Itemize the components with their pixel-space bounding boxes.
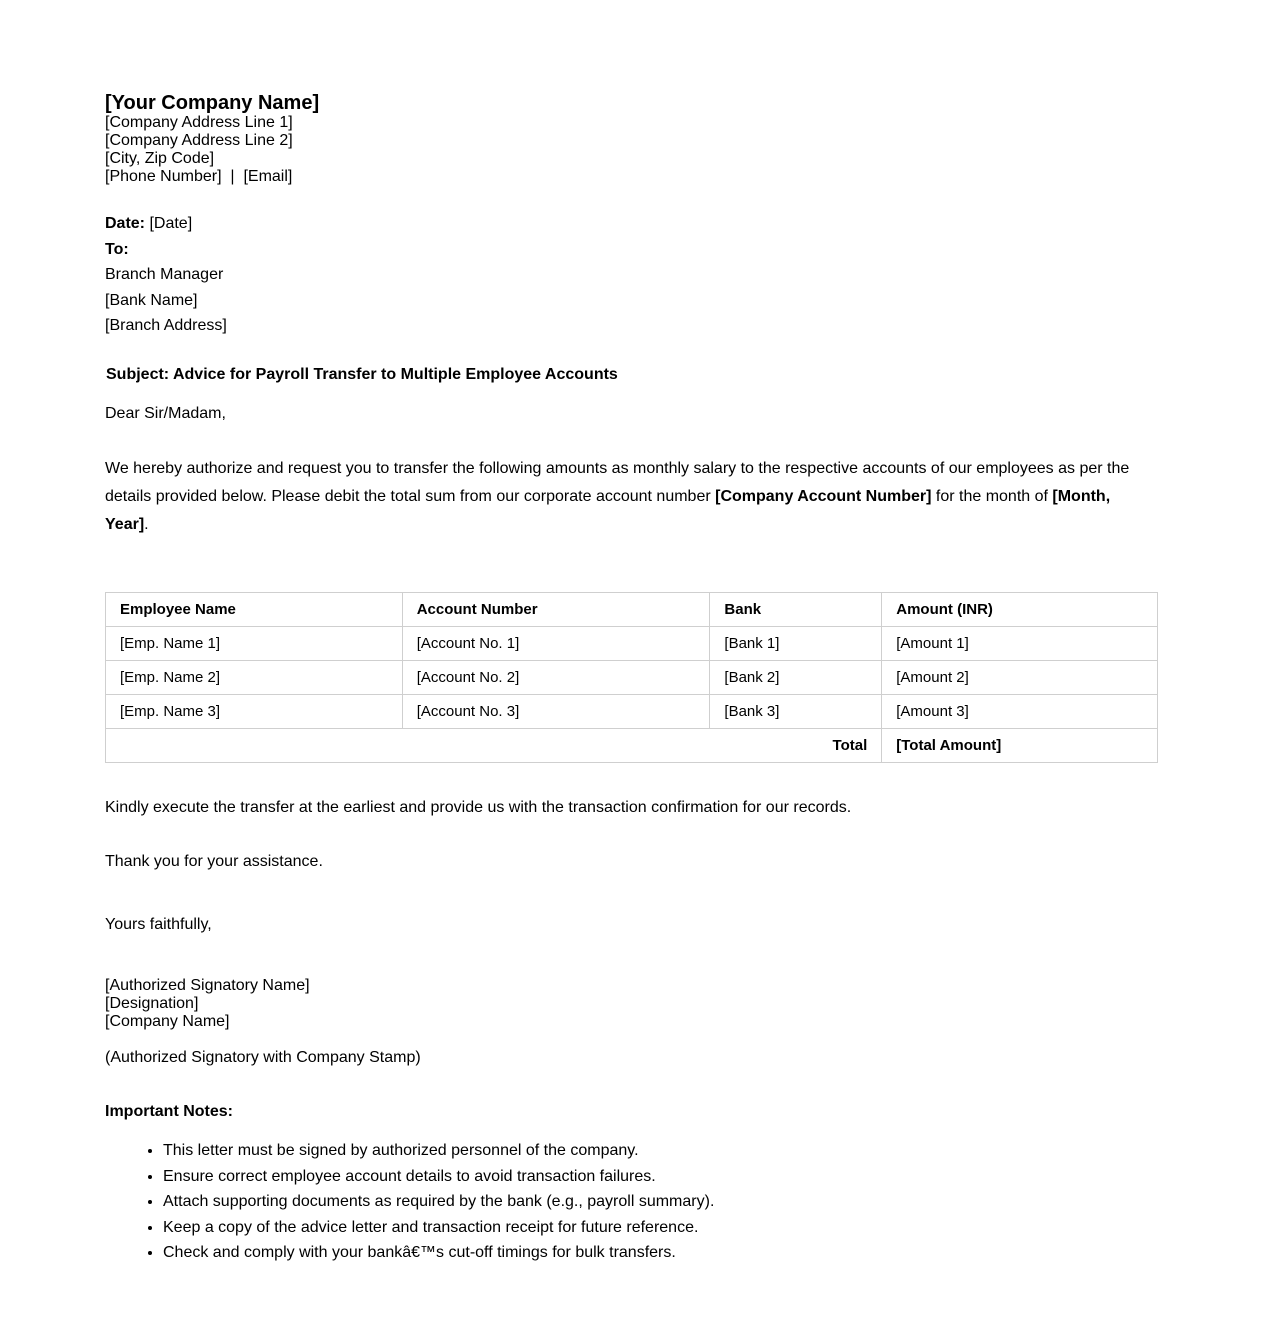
header-account-number: Account Number bbox=[402, 593, 710, 627]
cell-employee-name: [Emp. Name 1] bbox=[106, 627, 403, 661]
closing-thanks: Thank you for your assistance. bbox=[105, 853, 323, 870]
cell-bank: [Bank 1] bbox=[710, 627, 882, 661]
notes-title: Important Notes: bbox=[105, 1103, 233, 1120]
company-name: [Your Company Name] bbox=[105, 92, 320, 114]
closing-request: Kindly execute the transfer at the earliest and provide us with the transaction confirmation for our records. bbox=[105, 799, 852, 816]
header-amount: Amount (INR) bbox=[882, 593, 1158, 627]
cell-bank: [Bank 2] bbox=[710, 661, 882, 695]
stamp-note: (Authorized Signatory with Company Stamp) bbox=[105, 1049, 421, 1066]
list-item: • Attach supporting documents as required by the bank (e.g., payroll summary). bbox=[163, 1189, 714, 1215]
payroll-table bbox=[105, 592, 1158, 763]
body-text-3: . bbox=[144, 516, 149, 533]
table-row bbox=[106, 695, 1158, 729]
signatory-name: [Authorized Signatory Name] bbox=[105, 977, 310, 994]
cell-account-number: [Account No. 2] bbox=[402, 661, 710, 695]
cell-account-number: [Account No. 3] bbox=[402, 695, 710, 729]
list-item: • Check and comply with your bankâ€™s cut-off timings for bulk transfers. bbox=[163, 1240, 714, 1266]
cell-employee-name: [Emp. Name 3] bbox=[106, 695, 403, 729]
list-item: • Keep a copy of the advice letter and transaction receipt for future reference. bbox=[163, 1215, 714, 1241]
cell-amount: [Amount 1] bbox=[882, 627, 1158, 661]
city-zip: [City, Zip Code] bbox=[105, 150, 215, 167]
to-label: To: bbox=[105, 240, 129, 258]
company-account-placeholder: [Company Account Number] bbox=[715, 488, 932, 505]
header-bank: Bank bbox=[710, 593, 882, 627]
recipient-title: Branch Manager bbox=[105, 266, 224, 283]
table-header-row bbox=[106, 593, 1158, 627]
cell-bank: [Bank 3] bbox=[710, 695, 882, 729]
notes-list bbox=[105, 1138, 714, 1266]
cell-amount: [Amount 2] bbox=[882, 661, 1158, 695]
subject-line: Subject: Advice for Payroll Transfer to Multiple Employee Accounts bbox=[106, 366, 618, 383]
month-year-placeholder: [Month, Year] bbox=[105, 488, 1111, 533]
body-text-1: We hereby authorize and request you to transfer the following amounts as monthly salary to the respective accounts of our employees as per the details provided below. Please debit the total sum from our corporate account number bbox=[105, 460, 1130, 505]
company-address-block bbox=[105, 114, 293, 186]
sign-off: Yours faithfully, bbox=[105, 916, 212, 933]
table-row bbox=[106, 661, 1158, 695]
recipient-branch-address: [Branch Address] bbox=[105, 317, 227, 334]
cell-employee-name: [Emp. Name 2] bbox=[106, 661, 403, 695]
address-line-2: [Company Address Line 2] bbox=[105, 132, 293, 149]
cell-account-number: [Account No. 1] bbox=[402, 627, 710, 661]
salutation: Dear Sir/Madam, bbox=[105, 405, 226, 422]
header-employee-name: Employee Name bbox=[106, 593, 403, 627]
signatory-company: [Company Name] bbox=[105, 1013, 230, 1030]
table-row bbox=[106, 627, 1158, 661]
letter-meta bbox=[105, 211, 227, 339]
total-label: Total bbox=[106, 729, 882, 763]
signatory-block bbox=[105, 977, 310, 1031]
list-item: • This letter must be signed by authorized personnel of the company. bbox=[163, 1138, 714, 1164]
address-line-1: [Company Address Line 1] bbox=[105, 114, 293, 131]
table-total-row bbox=[106, 729, 1158, 763]
total-value: [Total Amount] bbox=[882, 729, 1158, 763]
date-label: Date: bbox=[105, 215, 146, 232]
signatory-designation: [Designation] bbox=[105, 995, 199, 1012]
body-paragraph bbox=[105, 455, 1145, 539]
recipient-bank-name: [Bank Name] bbox=[105, 291, 198, 309]
date-value: [Date] bbox=[145, 215, 193, 232]
body-text-2: for the month of bbox=[931, 488, 1053, 505]
date-line bbox=[105, 211, 227, 237]
list-item: • Ensure correct employee account details to avoid transaction failures. bbox=[163, 1164, 714, 1190]
cell-amount: [Amount 3] bbox=[882, 695, 1158, 729]
contact-line: [Phone Number] | [Email] bbox=[105, 168, 293, 185]
